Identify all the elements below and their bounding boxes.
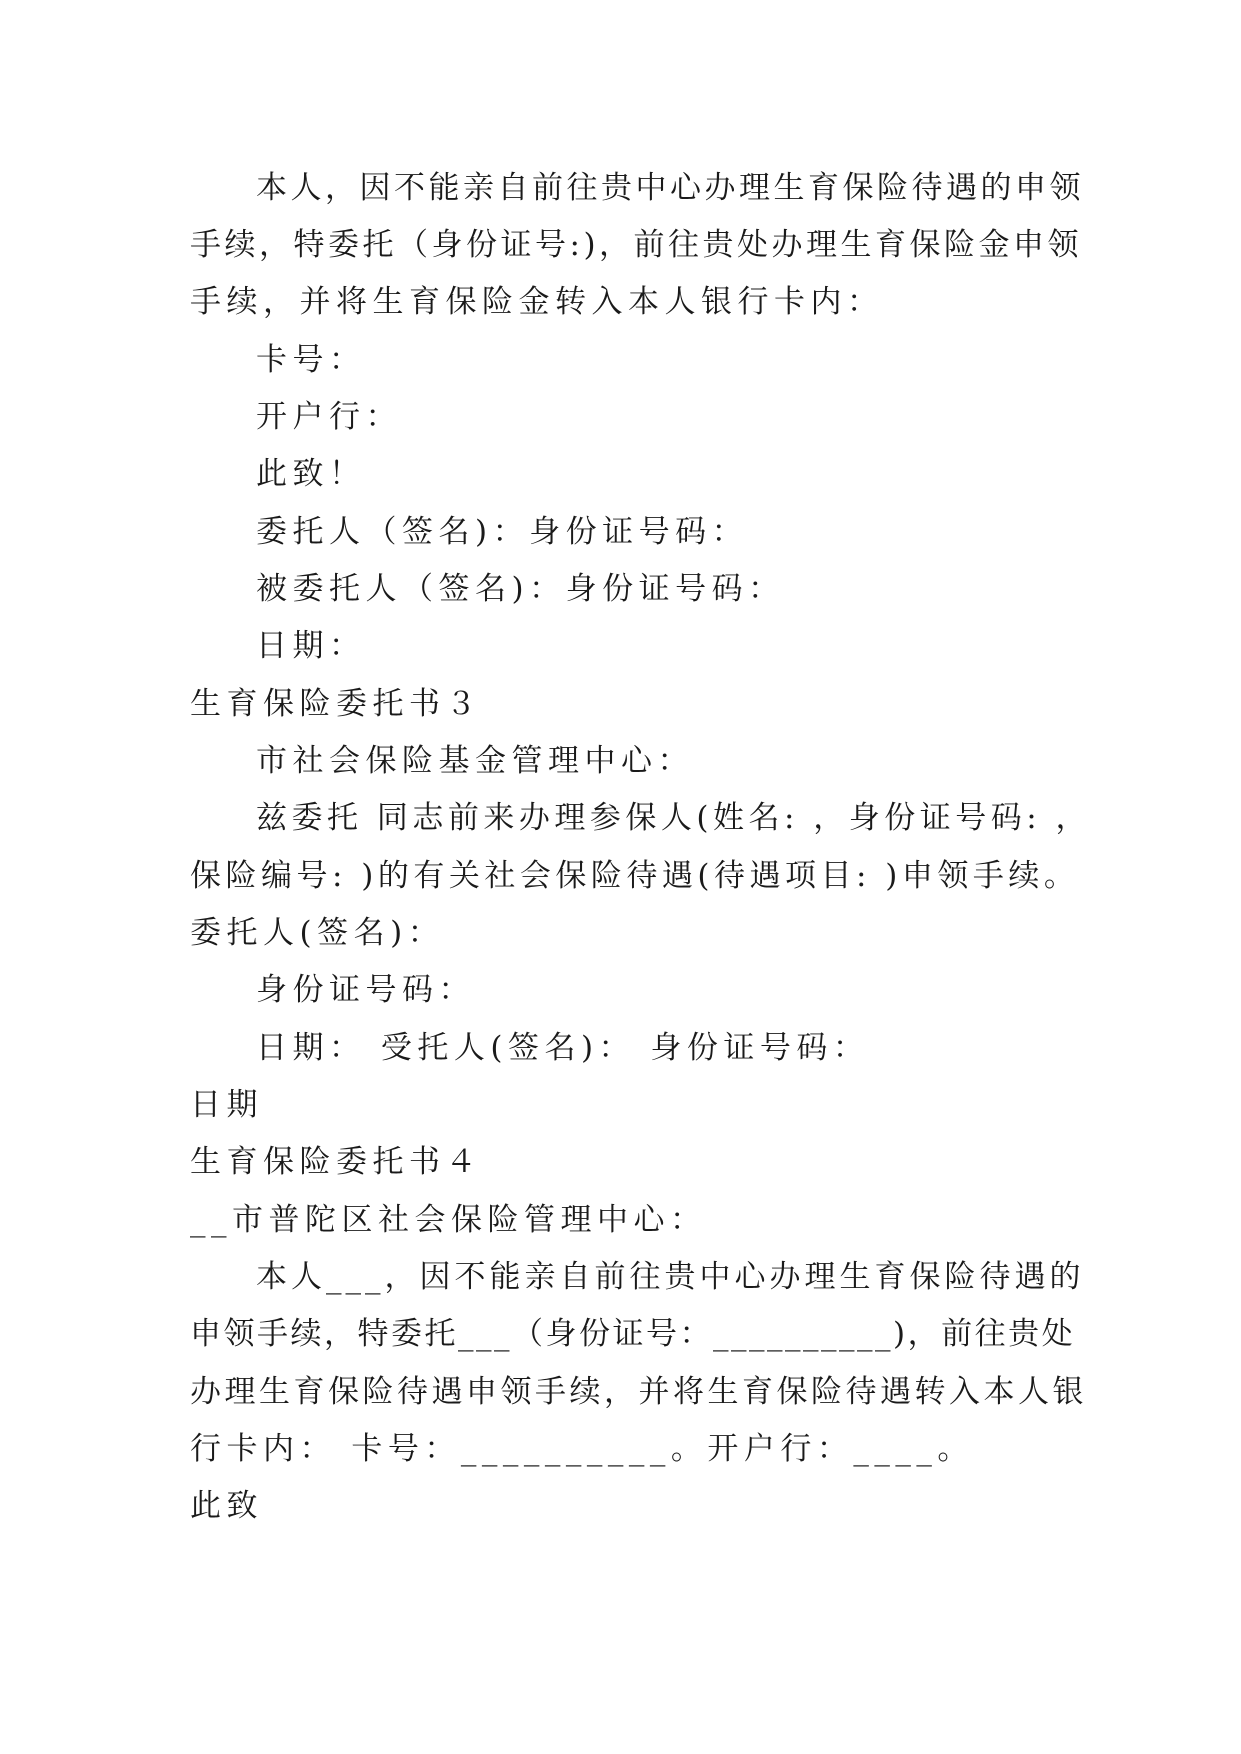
principal-signature-line: 委托人（签名)：身份证号码： [256,514,749,550]
paragraph-line: 本人___，因不能亲自前往贵中心办理生育保险待遇的 [256,1259,1085,1295]
date-line: 日期： [256,628,366,664]
addressee-line: 市社会保险基金管理中心： [256,743,694,779]
card-number-line: 卡号： [256,342,366,378]
paragraph-line: 手续，并将生育保险金转入本人银行卡内： [190,284,884,320]
date-agent-line: 日期： 受托人(签名)： 身份证号码： [256,1030,870,1066]
paragraph-line: 兹委托 同志前来办理参保人(姓名: ，身份证号码: ， [256,800,1092,836]
paragraph-line: 保险编号: )的有关社会保险待遇(待遇项目: )申领手续。 [190,858,1080,894]
paragraph-line: 本人，因不能亲自前往贵中心办理生育保险待遇的申领 [256,170,1084,206]
bank-line: 开户行： [256,399,402,435]
section-heading: 生育保险委托书４ [190,1144,482,1180]
paragraph-line: 办理生育保险待遇申领手续，并将生育保险待遇转入本人银 [190,1374,1087,1410]
closing-line: 此致 [190,1488,263,1524]
closing-line: 此致！ [256,456,366,492]
principal-signature-line: 委托人(签名)： [190,915,445,951]
addressee-line: __市普陀区社会保险管理中心： [190,1202,707,1238]
section-heading: 生育保险委托书３ [190,686,482,722]
paragraph-line: 手续，特委托（身份证号:)，前往贵处办理生育保险金申领 [190,227,1083,263]
paragraph-line: 申领手续，特委托___（身份证号：__________)，前往贵处 [190,1316,1076,1352]
date-line: 日期 [190,1087,263,1123]
agent-signature-line: 被委托人（签名)：身份证号码： [256,571,785,607]
paragraph-line: 行卡内： 卡号：__________。开户行：____。 [190,1431,974,1467]
id-number-line: 身份证号码： [256,972,475,1008]
